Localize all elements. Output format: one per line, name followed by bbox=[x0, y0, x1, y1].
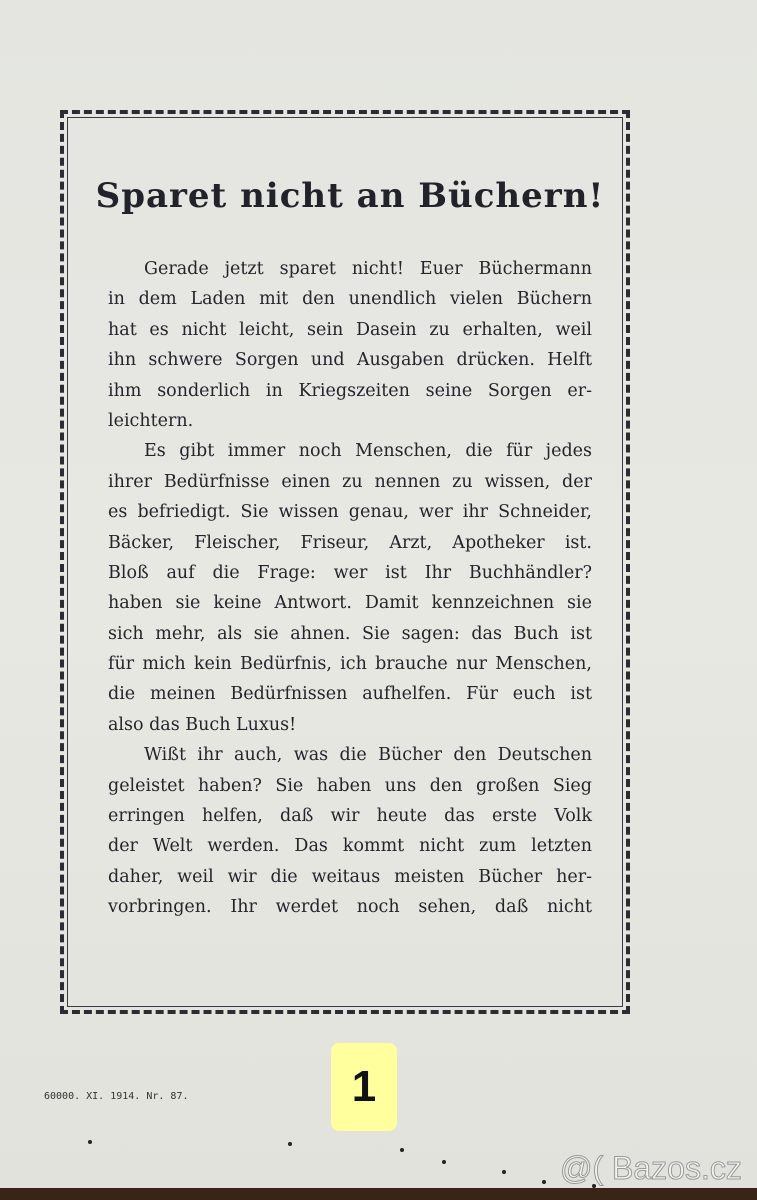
text-line: hat es nicht leicht, sein Dasein zu erhalten, weil bbox=[108, 319, 592, 340]
text-line: erringen helfen, daß wir heute das erste Volk bbox=[108, 806, 592, 827]
text-line: vorbringen. Ihr werdet noch sehen, daß nicht bbox=[108, 897, 592, 918]
text-line: die meinen Bedürfnissen aufhelfen. Für euch ist bbox=[108, 684, 592, 705]
text-line: geleistet haben? Sie haben uns den großen Sieg bbox=[108, 775, 592, 796]
speck bbox=[502, 1170, 506, 1174]
text-line: Es gibt immer noch Menschen, die für jedes bbox=[144, 441, 592, 462]
text-line: daher, weil wir die weitaus meisten Bücher her- bbox=[108, 866, 592, 887]
text-line: der Welt werden. Das kommt nicht zum letzten bbox=[108, 836, 592, 857]
table-edge bbox=[0, 1188, 757, 1200]
page-title: Sparet nicht an Büchern! bbox=[95, 176, 605, 216]
page-number-badge: 1 bbox=[331, 1043, 397, 1131]
text-line: Bäcker, Fleischer, Friseur, Arzt, Apotheker ist. bbox=[108, 532, 592, 553]
text-line: Bloß auf die Frage: wer ist Ihr Buchhändler? bbox=[108, 562, 592, 583]
speck bbox=[542, 1180, 546, 1184]
body-text bbox=[108, 254, 592, 923]
text-line: ihn schwere Sorgen und Ausgaben drücken. Helft bbox=[108, 350, 592, 371]
text-line: leichtern. bbox=[108, 410, 194, 431]
speck bbox=[400, 1148, 404, 1152]
text-line: haben sie keine Antwort. Damit kennzeichnen sie bbox=[108, 593, 592, 614]
speck bbox=[442, 1160, 446, 1164]
text-line: Gerade jetzt sparet nicht! Euer Büchermann bbox=[144, 259, 592, 279]
watermark: @( Bazos.cz bbox=[560, 1150, 742, 1186]
text-line: ihm sonderlich in Kriegszeiten seine Sorgen er- bbox=[108, 380, 592, 401]
text-line: es befriedigt. Sie wissen genau, wer ihr Schneider, bbox=[108, 502, 592, 523]
text-line: in dem Laden mit den unendlich vielen Büchern bbox=[108, 289, 592, 310]
text-line: sich mehr, als sie ahnen. Sie sagen: das Buch ist bbox=[108, 623, 592, 644]
text-line: ihrer Bedürfnisse einen zu nennen zu wissen, der bbox=[108, 471, 592, 492]
text-line: also das Buch Luxus! bbox=[108, 714, 297, 735]
text-line: Wißt ihr auch, was die Bücher den Deutschen bbox=[144, 745, 592, 766]
text-line: für mich kein Bedürfnis, ich brauche nur Menschen, bbox=[108, 654, 592, 675]
print-code: 60000. XI. 1914. Nr. 87. bbox=[44, 1091, 189, 1102]
speck bbox=[288, 1142, 292, 1146]
speck bbox=[88, 1140, 92, 1144]
